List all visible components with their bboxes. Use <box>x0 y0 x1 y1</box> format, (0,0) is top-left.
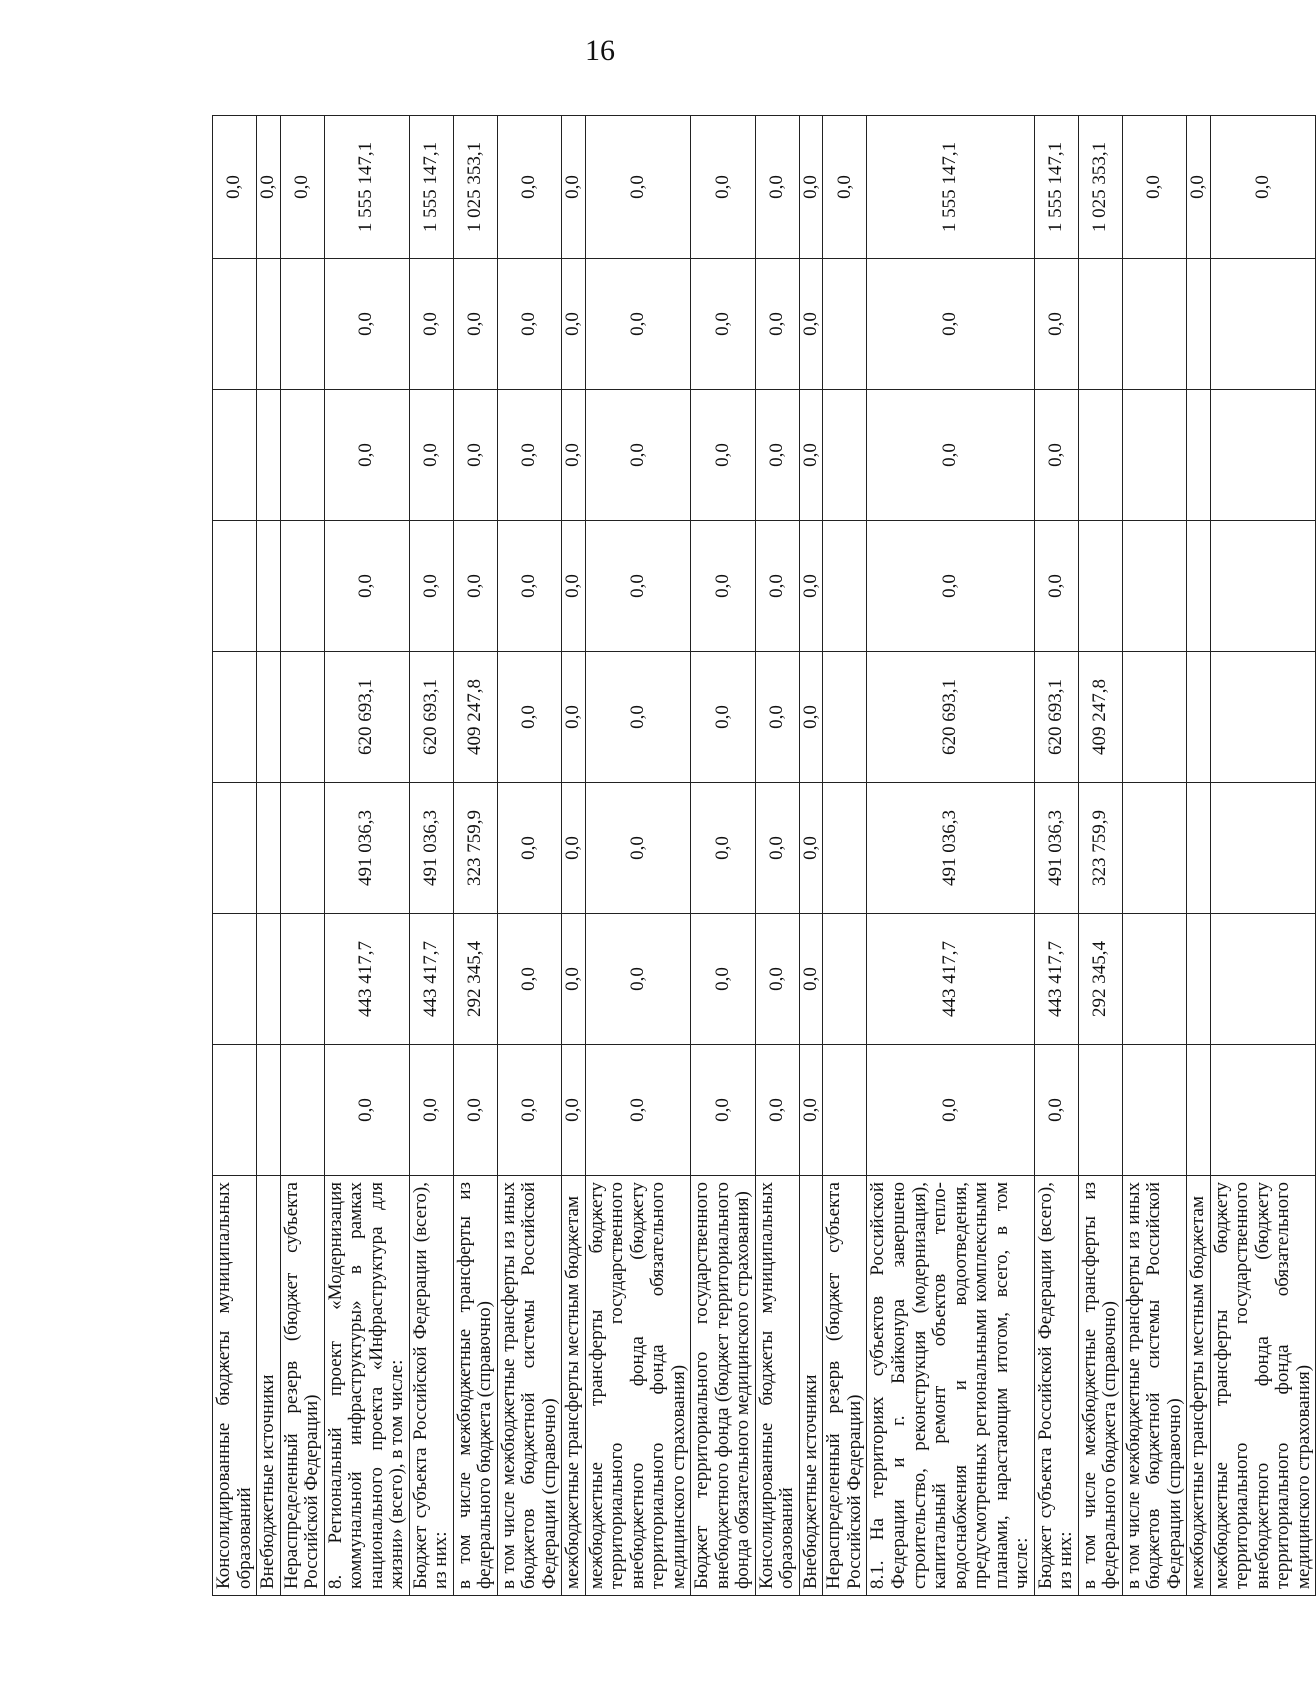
row-value <box>1187 783 1211 914</box>
row-value: 0,0 <box>257 116 281 259</box>
row-value: 0,0 <box>453 1045 497 1176</box>
row-value: 0,0 <box>867 521 1034 652</box>
row-value <box>1122 783 1187 914</box>
table-row <box>585 116 691 1596</box>
row-value <box>823 1045 867 1176</box>
table-row <box>867 116 1034 1596</box>
row-label: Бюджет территориального государственного внебюджетного фонда (бюджет территориального фонда обязательного медицинского страхования) <box>691 1176 756 1596</box>
row-value: 0,0 <box>280 116 324 259</box>
row-value: 0,0 <box>691 521 756 652</box>
table-row <box>1078 116 1122 1596</box>
row-value <box>280 783 324 914</box>
row-value: 0,0 <box>409 390 453 521</box>
row-value: 0,0 <box>755 521 799 652</box>
row-value: 0,0 <box>409 1045 453 1176</box>
row-value: 0,0 <box>497 1045 562 1176</box>
row-value <box>1187 521 1211 652</box>
row-value: 0,0 <box>799 390 823 521</box>
row-value: 1 555 147,1 <box>409 116 453 259</box>
row-value <box>213 259 257 390</box>
row-value <box>257 652 281 783</box>
table-row <box>213 116 257 1596</box>
row-value: 0,0 <box>497 259 562 390</box>
row-value: 0,0 <box>497 116 562 259</box>
row-value: 0,0 <box>799 652 823 783</box>
row-value <box>1078 521 1122 652</box>
row-label: Бюджет субъекта Российской Федерации (всего), из них: <box>409 1176 453 1596</box>
row-value <box>1210 390 1316 521</box>
row-value: 0,0 <box>799 521 823 652</box>
row-value: 0,0 <box>799 914 823 1045</box>
row-value: 0,0 <box>562 783 586 914</box>
row-value: 443 417,7 <box>1034 914 1078 1045</box>
row-value: 0,0 <box>562 390 586 521</box>
row-label: Внебюджетные источники <box>257 1176 281 1596</box>
row-value: 0,0 <box>324 1045 409 1176</box>
row-value: 0,0 <box>213 116 257 259</box>
row-value: 0,0 <box>585 390 691 521</box>
row-value: 0,0 <box>585 259 691 390</box>
row-value: 0,0 <box>755 783 799 914</box>
row-value <box>257 914 281 1045</box>
row-value: 0,0 <box>799 259 823 390</box>
row-value: 491 036,3 <box>1034 783 1078 914</box>
row-value <box>823 521 867 652</box>
row-value: 0,0 <box>691 259 756 390</box>
row-value <box>213 652 257 783</box>
row-value: 0,0 <box>562 521 586 652</box>
row-value <box>823 783 867 914</box>
row-value <box>1078 1045 1122 1176</box>
row-value: 0,0 <box>755 390 799 521</box>
row-value: 0,0 <box>585 652 691 783</box>
table-row <box>562 116 586 1596</box>
row-value: 0,0 <box>691 652 756 783</box>
row-value: 620 693,1 <box>867 652 1034 783</box>
row-value <box>280 259 324 390</box>
row-value: 443 417,7 <box>324 914 409 1045</box>
row-value: 0,0 <box>562 914 586 1045</box>
row-value <box>1122 390 1187 521</box>
row-value: 1 555 147,1 <box>1034 116 1078 259</box>
row-value: 0,0 <box>562 259 586 390</box>
table-row <box>324 116 409 1596</box>
table-row <box>409 116 453 1596</box>
row-value: 620 693,1 <box>324 652 409 783</box>
row-value <box>213 390 257 521</box>
row-value: 0,0 <box>585 1045 691 1176</box>
row-value: 0,0 <box>453 521 497 652</box>
row-value <box>823 914 867 1045</box>
row-value: 409 247,8 <box>453 652 497 783</box>
row-label: межбюджетные трансферты бюджету территориального государственного внебюджетного фонда (бюджету территориального фонда обязательного медицинского страхования) <box>1210 1176 1316 1596</box>
row-label: в том числе межбюджетные трансферты из иных бюджетов бюджетной системы Российской Федерации (справочно) <box>1122 1176 1187 1596</box>
row-label: в том числе межбюджетные трансферты из иных бюджетов бюджетной системы Российской Федерации (справочно) <box>497 1176 562 1596</box>
row-value: 0,0 <box>755 259 799 390</box>
row-value <box>280 914 324 1045</box>
row-value: 491 036,3 <box>867 783 1034 914</box>
row-value: 0,0 <box>1034 1045 1078 1176</box>
table-row <box>1187 116 1211 1596</box>
row-value <box>1187 390 1211 521</box>
row-label: Бюджет субъекта Российской Федерации (всего), из них: <box>1034 1176 1078 1596</box>
row-label: 8. Региональный проект «Модернизация коммунальной инфраструктуры» в рамках национального проекта «Инфраструктура для жизни» (всего), в том числе: <box>324 1176 409 1596</box>
row-value: 0,0 <box>324 521 409 652</box>
row-value: 0,0 <box>799 1045 823 1176</box>
row-value: 1 025 353,1 <box>453 116 497 259</box>
row-value: 443 417,7 <box>409 914 453 1045</box>
row-value <box>1187 914 1211 1045</box>
table-row <box>799 116 823 1596</box>
row-value: 0,0 <box>453 390 497 521</box>
page-number: 16 <box>585 34 615 67</box>
row-value: 0,0 <box>324 390 409 521</box>
row-value: 323 759,9 <box>453 783 497 914</box>
row-value <box>213 521 257 652</box>
row-label: Консолидированные бюджеты муниципальных образований <box>213 1176 257 1596</box>
row-label: межбюджетные трансферты местным бюджетам <box>562 1176 586 1596</box>
row-label: в том числе межбюджетные трансферты из федерального бюджета (справочно) <box>1078 1176 1122 1596</box>
row-value <box>213 783 257 914</box>
row-value: 0,0 <box>1034 259 1078 390</box>
table-row <box>497 116 562 1596</box>
row-value: 0,0 <box>562 116 586 259</box>
row-value: 0,0 <box>691 390 756 521</box>
row-value: 409 247,8 <box>1078 652 1122 783</box>
row-value <box>1122 652 1187 783</box>
row-value <box>1210 914 1316 1045</box>
row-value <box>1210 1045 1316 1176</box>
row-value: 0,0 <box>1034 390 1078 521</box>
row-value: 0,0 <box>867 1045 1034 1176</box>
row-value <box>1187 652 1211 783</box>
row-value: 0,0 <box>755 1045 799 1176</box>
row-value: 620 693,1 <box>1034 652 1078 783</box>
row-label: 8.1. На территориях субъектов Российской Федерации и г. Байконура завершено строительство, реконструкция (модернизация), капитальный ремонт объектов тепло-водоснабжения и водоотведения, предусмотренных региональными комплексными планами, нарастающим итогом, всего, в том числе: <box>867 1176 1034 1596</box>
budget-table <box>212 115 1316 1596</box>
table-row <box>1122 116 1187 1596</box>
row-value: 0,0 <box>409 259 453 390</box>
row-value: 0,0 <box>324 259 409 390</box>
row-value: 491 036,3 <box>409 783 453 914</box>
row-label: Нераспределенный резерв (бюджет субъекта Российской Федерации) <box>823 1176 867 1596</box>
row-value: 292 345,4 <box>453 914 497 1045</box>
row-value: 0,0 <box>691 914 756 1045</box>
row-value: 0,0 <box>1210 116 1316 259</box>
row-value <box>257 390 281 521</box>
table-row <box>257 116 281 1596</box>
table-row <box>280 116 324 1596</box>
row-value: 0,0 <box>867 390 1034 521</box>
row-value: 0,0 <box>691 116 756 259</box>
row-value: 1 555 147,1 <box>324 116 409 259</box>
row-value: 491 036,3 <box>324 783 409 914</box>
row-value: 0,0 <box>585 116 691 259</box>
row-value: 443 417,7 <box>867 914 1034 1045</box>
row-value: 0,0 <box>691 783 756 914</box>
row-value <box>1122 914 1187 1045</box>
row-value <box>1187 259 1211 390</box>
row-value: 1 555 147,1 <box>867 116 1034 259</box>
row-value: 0,0 <box>755 116 799 259</box>
budget-table-frame <box>212 116 1314 1596</box>
row-label: в том числе межбюджетные трансферты из федерального бюджета (справочно) <box>453 1176 497 1596</box>
table-row <box>1210 116 1316 1596</box>
row-value: 0,0 <box>867 259 1034 390</box>
row-value <box>1187 1045 1211 1176</box>
row-value <box>1210 652 1316 783</box>
row-value: 0,0 <box>585 783 691 914</box>
row-value: 0,0 <box>1034 521 1078 652</box>
row-label: межбюджетные трансферты бюджету территориального государственного внебюджетного фонда (бюджету территориального фонда обязательного медицинского страхования) <box>585 1176 691 1596</box>
row-value <box>280 652 324 783</box>
table-row <box>1034 116 1078 1596</box>
table-row <box>691 116 756 1596</box>
row-value: 0,0 <box>497 652 562 783</box>
row-value: 0,0 <box>799 783 823 914</box>
row-value <box>1210 521 1316 652</box>
row-value: 0,0 <box>585 521 691 652</box>
row-value <box>823 652 867 783</box>
row-value: 1 025 353,1 <box>1078 116 1122 259</box>
budget-table-body <box>213 116 1316 1596</box>
row-value: 0,0 <box>453 259 497 390</box>
row-value: 0,0 <box>799 116 823 259</box>
row-value: 0,0 <box>497 914 562 1045</box>
row-value: 0,0 <box>585 914 691 1045</box>
row-value <box>257 783 281 914</box>
row-label: Внебюджетные источники <box>799 1176 823 1596</box>
row-label: Консолидированные бюджеты муниципальных образований <box>755 1176 799 1596</box>
row-value <box>1122 1045 1187 1176</box>
row-value: 0,0 <box>409 521 453 652</box>
row-value: 0,0 <box>497 783 562 914</box>
row-value: 0,0 <box>497 521 562 652</box>
row-value: 620 693,1 <box>409 652 453 783</box>
row-value <box>823 390 867 521</box>
row-value <box>257 259 281 390</box>
row-value <box>257 1045 281 1176</box>
row-value <box>213 1045 257 1176</box>
row-value <box>1078 390 1122 521</box>
row-value: 0,0 <box>562 652 586 783</box>
row-value: 292 345,4 <box>1078 914 1122 1045</box>
row-value: 0,0 <box>823 116 867 259</box>
row-value: 0,0 <box>691 1045 756 1176</box>
row-value: 0,0 <box>755 914 799 1045</box>
row-value <box>1078 259 1122 390</box>
row-value <box>213 914 257 1045</box>
row-value: 0,0 <box>1187 116 1211 259</box>
row-value: 0,0 <box>1122 116 1187 259</box>
row-value: 323 759,9 <box>1078 783 1122 914</box>
row-value <box>1122 259 1187 390</box>
row-value <box>280 390 324 521</box>
row-value <box>1210 259 1316 390</box>
table-row <box>453 116 497 1596</box>
table-row <box>823 116 867 1596</box>
row-value: 0,0 <box>497 390 562 521</box>
row-value: 0,0 <box>562 1045 586 1176</box>
row-label: Нераспределенный резерв (бюджет субъекта Российской Федерации) <box>280 1176 324 1596</box>
row-label: межбюджетные трансферты местным бюджетам <box>1187 1176 1211 1596</box>
table-row <box>755 116 799 1596</box>
row-value: 0,0 <box>755 652 799 783</box>
row-value <box>1210 783 1316 914</box>
row-value <box>1122 521 1187 652</box>
row-value <box>280 1045 324 1176</box>
row-value <box>280 521 324 652</box>
row-value <box>823 259 867 390</box>
row-value <box>257 521 281 652</box>
